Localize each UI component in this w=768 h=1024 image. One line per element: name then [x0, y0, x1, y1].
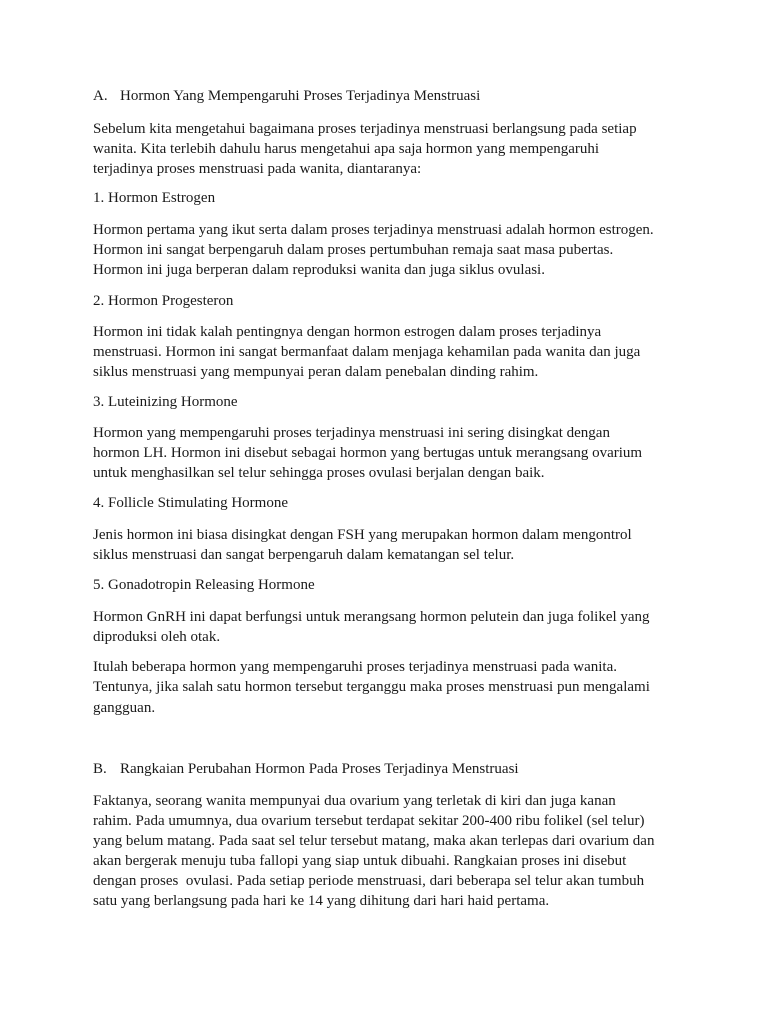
section-b-letter: B.: [93, 761, 107, 777]
estrogen-line: Hormon ini juga berperan dalam reproduksi wanita dan juga siklus ovulasi.: [93, 262, 545, 278]
section-a-letter: A.: [93, 88, 108, 104]
section-b-line: satu yang berlangsung pada hari ke 14 yang dihitung dari hari haid pertama.: [93, 893, 550, 909]
section-b-line: Faktanya, seorang wanita mempunyai dua ovarium yang terletak di kiri dan juga kanan: [93, 793, 616, 809]
luteinizing-line: Hormon yang mempengaruhi proses terjadinya menstruasi ini sering disingkat dengan: [93, 425, 610, 441]
gnrh-line: diproduksi oleh otak.: [93, 629, 221, 645]
section-a-title: Hormon Yang Mempengaruhi Proses Terjadinya Menstruasi: [120, 88, 481, 104]
heading-estrogen: 1. Hormon Estrogen: [93, 190, 216, 206]
section-a-heading: [93, 86, 480, 106]
estrogen-line: Hormon ini sangat berpengaruh dalam proses pertumbuhan remaja saat masa pubertas.: [93, 242, 614, 258]
section-b-line: yang belum matang. Pada saat sel telur tersebut matang, maka akan terlepas dari ovarium dan: [93, 833, 655, 849]
section-b-line: dengan proses ovulasi. Pada setiap periode menstruasi, dari beberapa sel telur akan tumbuh: [93, 873, 645, 889]
section-b-title: Rangkaian Perubahan Hormon Pada Proses Terjadinya Menstruasi: [120, 761, 519, 777]
progesteron-line: Hormon ini tidak kalah pentingnya dengan hormon estrogen dalam proses terjadinya: [93, 324, 602, 340]
conclusion-line: Tentunya, jika salah satu hormon tersebut terganggu maka proses menstruasi pun mengalami: [93, 679, 650, 695]
heading-fsh: 4. Follicle Stimulating Hormone: [93, 495, 288, 511]
luteinizing-line: untuk menghasilkan sel telur sehingga proses ovulasi berjalan dengan baik.: [93, 465, 545, 481]
fsh-line: siklus menstruasi dan sangat berpengaruh dalam kematangan sel telur.: [93, 547, 515, 563]
conclusion-line: Itulah beberapa hormon yang mempengaruhi proses terjadinya menstruasi pada wanita.: [93, 659, 617, 675]
gnrh-line: Hormon GnRH ini dapat berfungsi untuk merangsang hormon pelutein dan juga folikel yang: [93, 609, 650, 625]
heading-gnrh: 5. Gonadotropin Releasing Hormone: [93, 577, 315, 593]
heading-progesteron: 2. Hormon Progesteron: [93, 293, 234, 309]
section-b-heading: [93, 759, 519, 779]
progesteron-line: menstruasi. Hormon ini sangat bermanfaat dalam menjaga kehamilan pada wanita dan juga: [93, 344, 641, 360]
progesteron-line: siklus menstruasi yang mempunyai peran dalam penebalan dinding rahim.: [93, 364, 539, 380]
intro-line: wanita. Kita terlebih dahulu harus mengetahui apa saja hormon yang mempengaruhi: [93, 141, 600, 157]
estrogen-line: Hormon pertama yang ikut serta dalam proses terjadinya menstruasi adalah hormon estrogen.: [93, 222, 654, 238]
section-b-line: akan bergerak menuju tuba fallopi yang siap untuk dibuahi. Rangkaian proses ini disebut: [93, 853, 627, 869]
fsh-line: Jenis hormon ini biasa disingkat dengan FSH yang merupakan hormon dalam mengontrol: [93, 527, 632, 543]
luteinizing-line: hormon LH. Hormon ini disebut sebagai hormon yang bertugas untuk merangsang ovarium: [93, 445, 643, 461]
heading-luteinizing: 3. Luteinizing Hormone: [93, 394, 238, 410]
intro-line: Sebelum kita mengetahui bagaimana proses terjadinya menstruasi berlangsung pada setiap: [93, 121, 637, 137]
intro-line: terjadinya proses menstruasi pada wanita, diantaranya:: [93, 161, 422, 177]
conclusion-line: gangguan.: [93, 700, 156, 716]
section-b-line: rahim. Pada umumnya, dua ovarium tersebut terdapat sekitar 200-400 ribu folikel (sel telur): [93, 813, 645, 829]
